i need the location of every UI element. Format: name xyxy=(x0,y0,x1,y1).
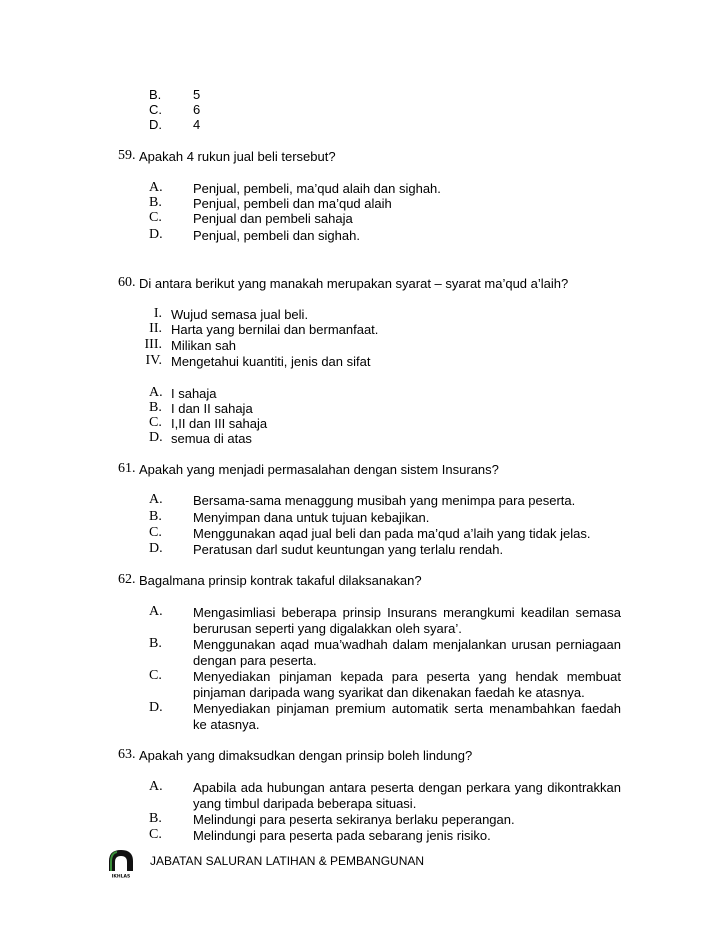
option-text: semua di atas xyxy=(171,431,252,446)
option-letter: C. xyxy=(149,668,162,683)
option-text: Bersama-sama menaggung musibah yang menimpa para peserta. xyxy=(193,493,576,508)
option-letter: D. xyxy=(149,117,162,132)
statement-roman: III. xyxy=(144,337,162,352)
option-text: I dan II sahaja xyxy=(171,401,253,416)
statement-roman: IV. xyxy=(145,353,162,368)
option-text: Menyediakan pinjaman kepada para peserta yang hendak membuat pinjaman daripada wang syarikat dan dikenakan faedah ke atasnya. xyxy=(193,669,621,700)
option-text: Penjual, pembeli, ma’qud alaih dan sighah. xyxy=(193,181,441,196)
option-text: Peratusan darl sudut keuntungan yang terlalu rendah. xyxy=(193,542,504,557)
logo-text: IKHLAS xyxy=(111,874,131,879)
question-text: Apakah 4 rukun jual beli tersebut? xyxy=(139,149,336,164)
option-letter: A. xyxy=(149,604,163,619)
question-number: 60. xyxy=(118,275,136,290)
option-letter: A. xyxy=(149,779,163,794)
option-text: Melindungi para peserta sekiranya berlaku peperangan. xyxy=(193,812,515,827)
option-letter: A. xyxy=(149,492,163,507)
option-text: Menggunakan aqad jual beli dan pada ma’qud a’laih yang tidak jelas. xyxy=(193,526,591,541)
option-letter: B. xyxy=(149,400,162,415)
option-letter: C. xyxy=(149,102,162,117)
option-letter: A. xyxy=(149,180,163,195)
option-text: Menyediakan pinjaman premium automatik serta menambahkan faedah ke atasnya. xyxy=(193,701,621,732)
statement-roman: I. xyxy=(153,306,162,321)
option-letter: C. xyxy=(149,415,162,430)
option-letter: B. xyxy=(149,195,162,210)
option-letter: D. xyxy=(149,227,163,242)
statement-text: Wujud semasa jual beli. xyxy=(171,307,309,322)
option-text: Penjual, pembeli dan sighah. xyxy=(193,228,360,243)
statement-text: Mengetahui kuantiti, jenis dan sifat xyxy=(171,354,371,369)
option-letter: B. xyxy=(149,87,162,102)
option-text: Penjual, pembeli dan ma’qud alaih xyxy=(193,196,392,211)
option-text: Menyimpan dana untuk tujuan kebajikan. xyxy=(193,510,430,525)
question-number: 59. xyxy=(118,148,136,163)
option-letter: B. xyxy=(149,811,162,826)
option-text: Melindungi para peserta pada sebarang jenis risiko. xyxy=(193,828,491,843)
option-text: Menggunakan aqad mua’wadhah dalam menjalankan urusan perniagaan dengan para peserta. xyxy=(193,637,621,668)
option-text: I,II dan III sahaja xyxy=(171,416,268,431)
question-number: 61. xyxy=(118,461,136,476)
option-letter: B. xyxy=(149,636,162,651)
question-text: Apakah yang menjadi permasalahan dengan sistem Insurans? xyxy=(139,462,499,477)
option-letter: D. xyxy=(149,430,163,445)
option-letter: A. xyxy=(149,385,163,400)
question-number: 63. xyxy=(118,747,136,762)
option-letter: D. xyxy=(149,541,163,556)
question-text: Bagalmana prinsip kontrak takaful dilaksanakan? xyxy=(139,573,422,588)
statement-roman: II. xyxy=(149,321,162,336)
option-letter: B. xyxy=(149,509,162,524)
question-number: 62. xyxy=(118,572,136,587)
option-text: Mengasimliasi beberapa prinsip Insurans merangkumi keadilan semasa berurusan seperti yang digalakkan oleh syara’. xyxy=(193,605,621,636)
option-letter: C. xyxy=(149,210,162,225)
option-letter: D. xyxy=(149,700,163,715)
question-text: Di antara berikut yang manakah merupakan syarat – syarat ma’qud a’laih? xyxy=(139,276,569,291)
option-text: I sahaja xyxy=(171,386,217,401)
footer-text: JABATAN SALURAN LATIHAN & PEMBANGUNAN xyxy=(150,854,425,868)
question-text: Apakah yang dimaksudkan dengan prinsip boleh lindung? xyxy=(139,748,473,763)
arch-logo-icon xyxy=(106,847,136,879)
option-text: Penjual dan pembeli sahaja xyxy=(193,211,353,226)
option-text: 5 xyxy=(193,87,201,102)
option-text: 4 xyxy=(193,117,201,132)
statement-text: Harta yang bernilai dan bermanfaat. xyxy=(171,322,379,337)
ikhlas-logo xyxy=(106,847,136,879)
option-letter: C. xyxy=(149,827,162,842)
option-text: Apabila ada hubungan antara peserta dengan perkara yang dikontrakkan yang timbul daripada beberapa situasi. xyxy=(193,780,621,811)
option-text: 6 xyxy=(193,102,201,117)
statement-text: Milikan sah xyxy=(171,338,237,353)
option-letter: C. xyxy=(149,525,162,540)
